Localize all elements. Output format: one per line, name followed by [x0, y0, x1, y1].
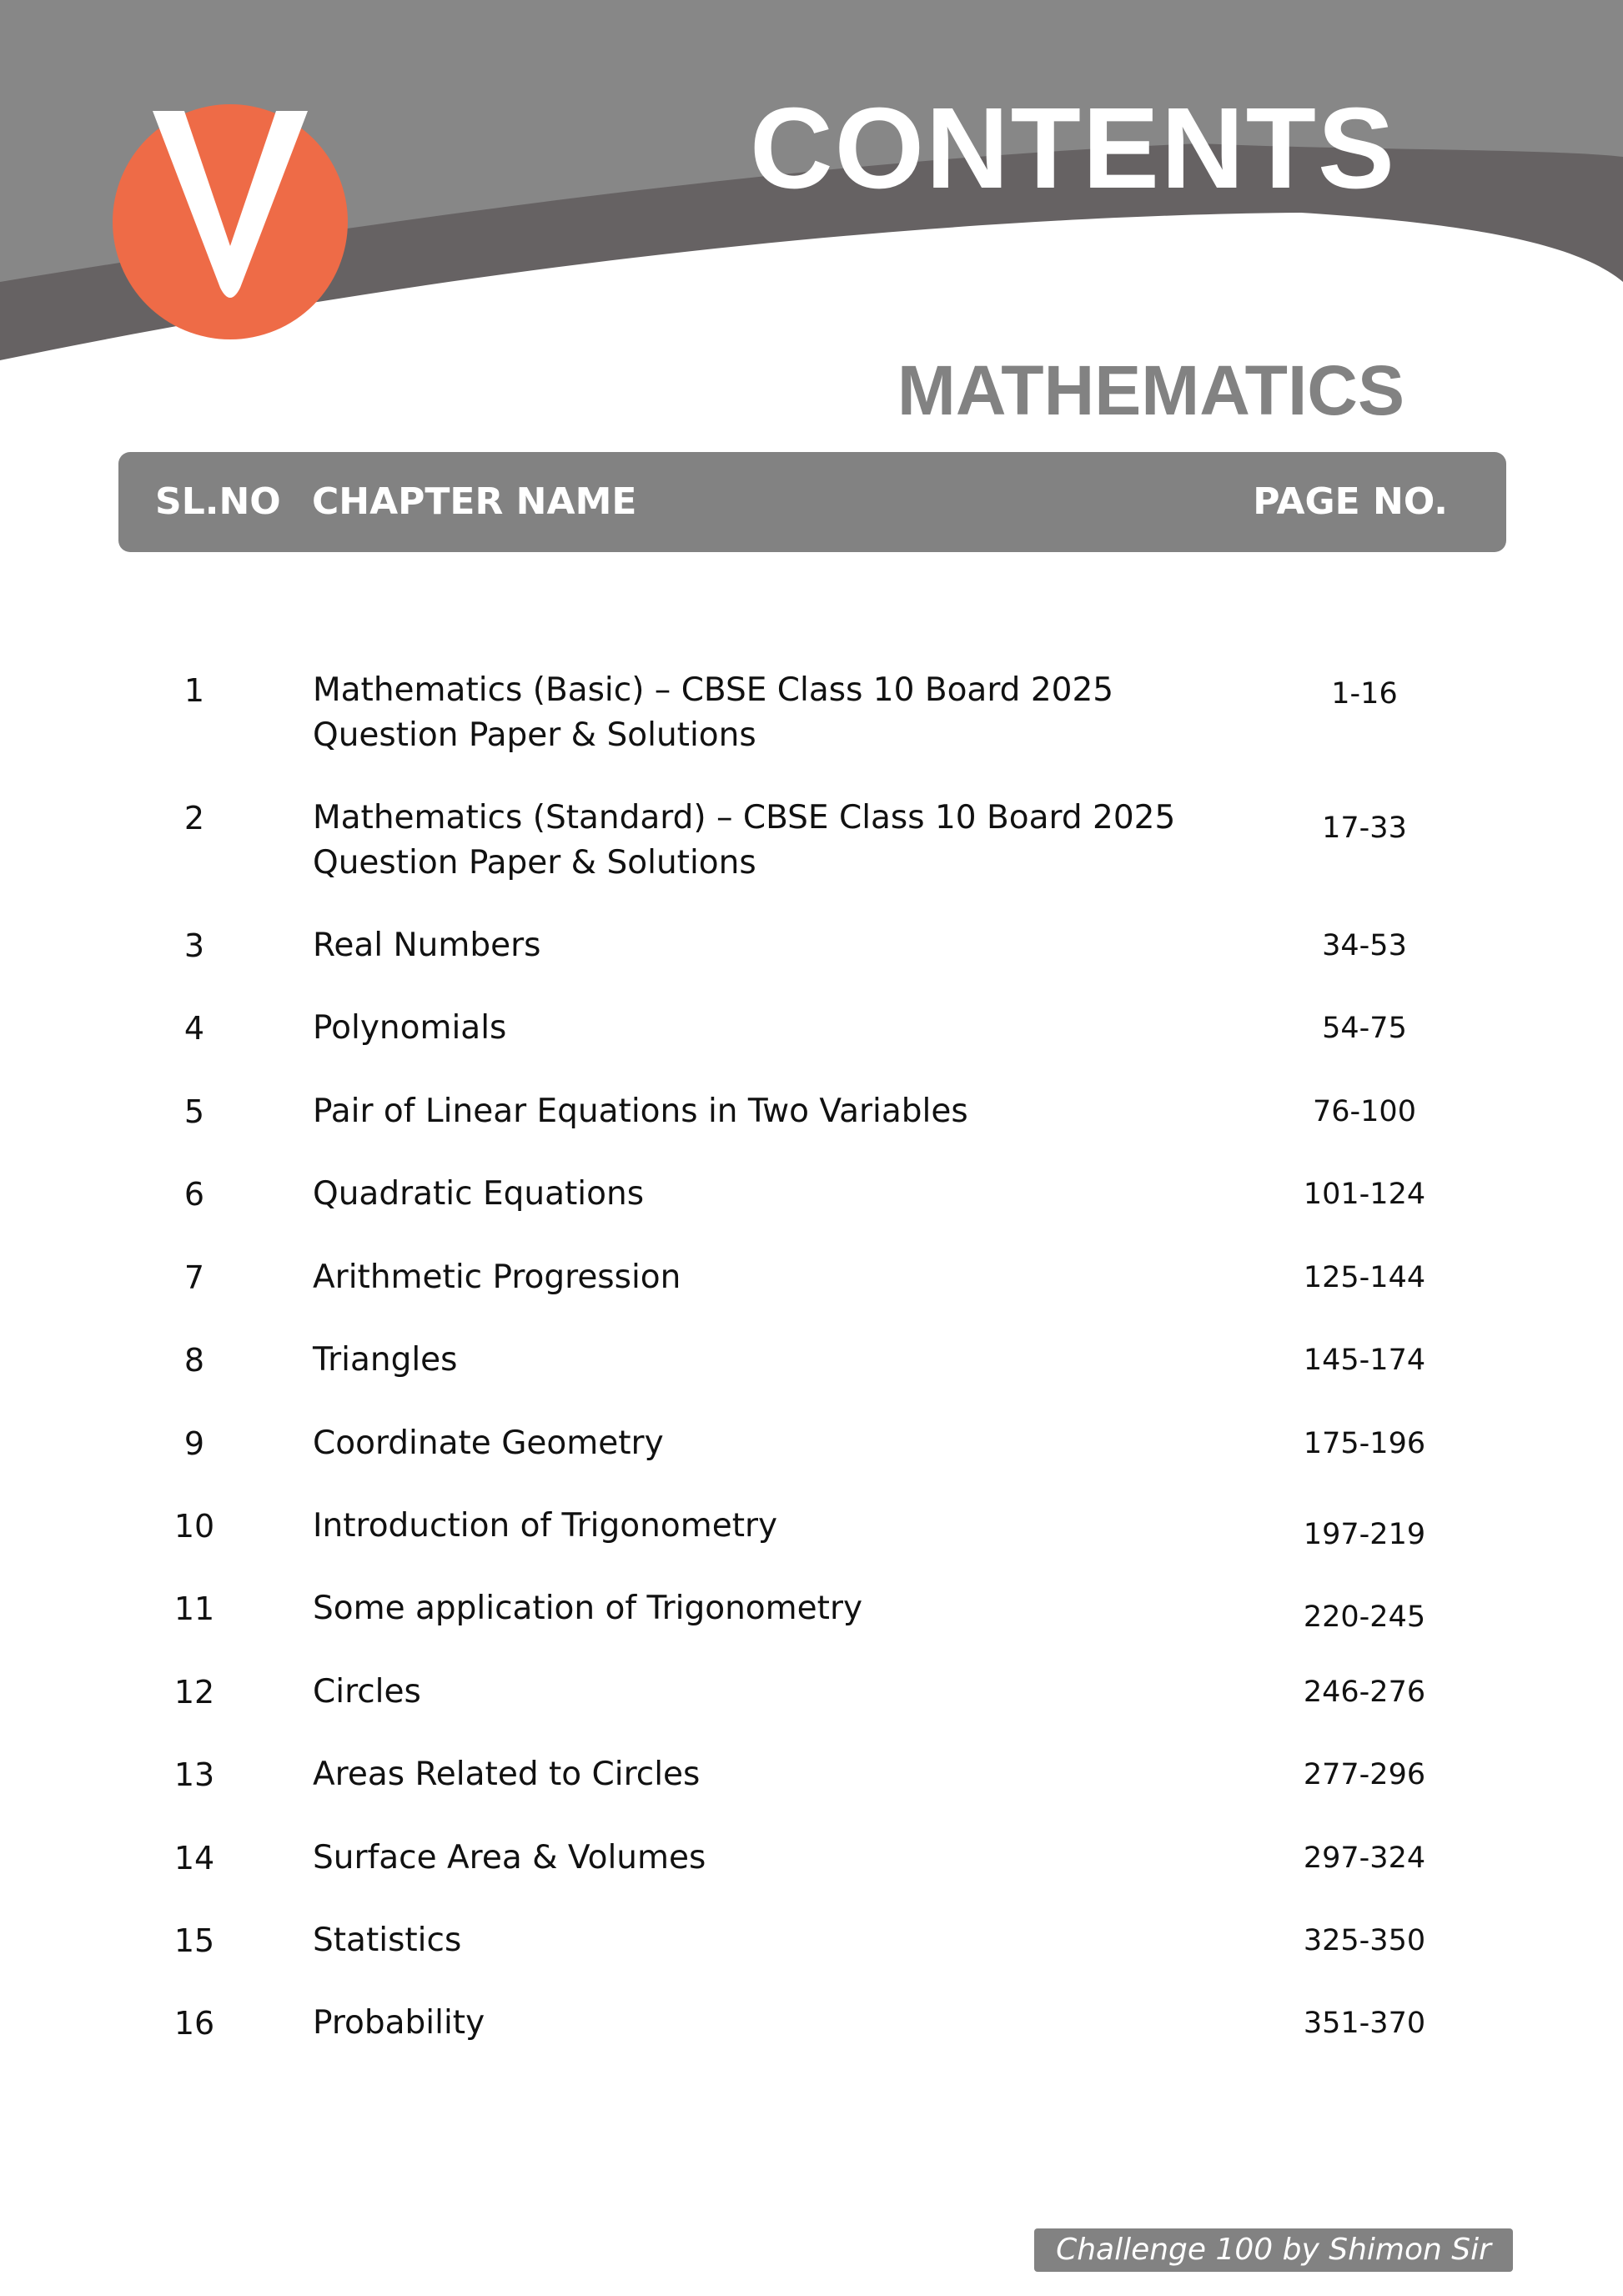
row-chapter-name	[313, 1172, 1230, 1217]
row-serial-number: 12	[173, 1674, 215, 1711]
chapter-name-line: Statistics	[313, 1922, 462, 1959]
row-serial-number: 15	[173, 1922, 215, 1959]
row-page-range: 145-174	[1303, 1344, 1426, 1377]
row-page-range: 325-350	[1303, 1924, 1426, 1957]
header-page-no: PAGE NO.	[1253, 480, 1448, 523]
row-serial-number: 4	[183, 1010, 205, 1047]
chapter-name-line: Introduction of Trigonometry	[313, 1507, 778, 1545]
row-page-range: 125-144	[1303, 1261, 1426, 1294]
page-title: CONTENTS	[750, 84, 1396, 213]
row-page-range: 17-33	[1322, 811, 1407, 845]
chapter-name-line: Question Paper & Solutions	[313, 844, 756, 882]
chapter-name-line: Polynomials	[313, 1009, 507, 1047]
row-serial-number: 7	[183, 1259, 205, 1296]
row-serial-number: 16	[173, 2005, 215, 2042]
table-header	[118, 452, 1506, 552]
row-chapter-name	[313, 1421, 1230, 1466]
row-chapter-name	[313, 1504, 1230, 1549]
row-chapter-name	[313, 1918, 1230, 1963]
row-page-range: 1-16	[1331, 677, 1398, 711]
row-chapter-name	[313, 1089, 1230, 1134]
chapter-name-line: Question Paper & Solutions	[313, 716, 756, 754]
chapter-name-line: Probability	[313, 2004, 485, 2042]
row-serial-number: 5	[183, 1093, 205, 1130]
row-page-range: 197-219	[1303, 1518, 1426, 1551]
row-chapter-name	[313, 796, 1230, 886]
row-chapter-name	[313, 2001, 1230, 2046]
row-chapter-name	[313, 1752, 1230, 1797]
row-chapter-name	[313, 1338, 1230, 1383]
row-serial-number: 2	[183, 800, 205, 837]
row-serial-number: 6	[183, 1176, 205, 1213]
row-chapter-name	[313, 1586, 1230, 1631]
row-page-range: 297-324	[1303, 1841, 1426, 1875]
row-serial-number: 13	[173, 1756, 215, 1793]
row-page-range: 54-75	[1322, 1012, 1407, 1045]
chapter-name-line: Triangles	[313, 1341, 458, 1379]
footer-badge: Challenge 100 by Shimon Sir	[1034, 2228, 1513, 2272]
chapter-name-line: Areas Related to Circles	[313, 1756, 701, 1793]
row-page-range: 175-196	[1303, 1427, 1426, 1460]
chapter-name-line: Real Numbers	[313, 927, 541, 964]
row-page-range: 246-276	[1303, 1676, 1426, 1709]
row-chapter-name	[313, 1006, 1230, 1051]
row-page-range: 351-370	[1303, 2007, 1426, 2040]
chapter-name-line: Coordinate Geometry	[313, 1424, 664, 1462]
subject-title: MATHEMATICS	[897, 351, 1404, 430]
row-page-range: 220-245	[1303, 1600, 1426, 1634]
row-chapter-name	[313, 1836, 1230, 1881]
row-serial-number: 3	[183, 927, 205, 964]
row-chapter-name	[313, 1255, 1230, 1300]
row-page-range: 277-296	[1303, 1758, 1426, 1791]
chapter-name-line: Some application of Trigonometry	[313, 1590, 863, 1627]
row-page-range: 101-124	[1303, 1178, 1426, 1211]
row-serial-number: 9	[183, 1425, 205, 1462]
chapter-name-line: Quadratic Equations	[313, 1175, 645, 1213]
chapter-name-line: Arithmetic Progression	[313, 1259, 681, 1296]
row-chapter-name	[313, 923, 1230, 968]
row-serial-number: 11	[173, 1590, 215, 1627]
row-serial-number: 10	[173, 1508, 215, 1545]
row-page-range: 34-53	[1322, 929, 1407, 962]
header-slno: SL.NO	[155, 480, 281, 523]
chapter-name-line: Surface Area & Volumes	[313, 1839, 706, 1876]
chapter-name-line: Mathematics (Standard) – CBSE Class 10 Board 2025	[313, 799, 1176, 837]
row-serial-number: 14	[173, 1840, 215, 1876]
header-chapter-name: CHAPTER NAME	[312, 480, 637, 523]
row-chapter-name	[313, 668, 1230, 758]
chapter-name-line: Circles	[313, 1673, 421, 1711]
chapter-name-line: Mathematics (Basic) – CBSE Class 10 Board 2025	[313, 671, 1114, 709]
row-serial-number: 8	[183, 1342, 205, 1379]
row-page-range: 76-100	[1313, 1095, 1416, 1128]
row-chapter-name	[313, 1670, 1230, 1715]
v-logo-icon	[113, 104, 348, 339]
chapter-name-line: Pair of Linear Equations in Two Variables	[313, 1093, 968, 1130]
row-serial-number: 1	[183, 672, 205, 709]
